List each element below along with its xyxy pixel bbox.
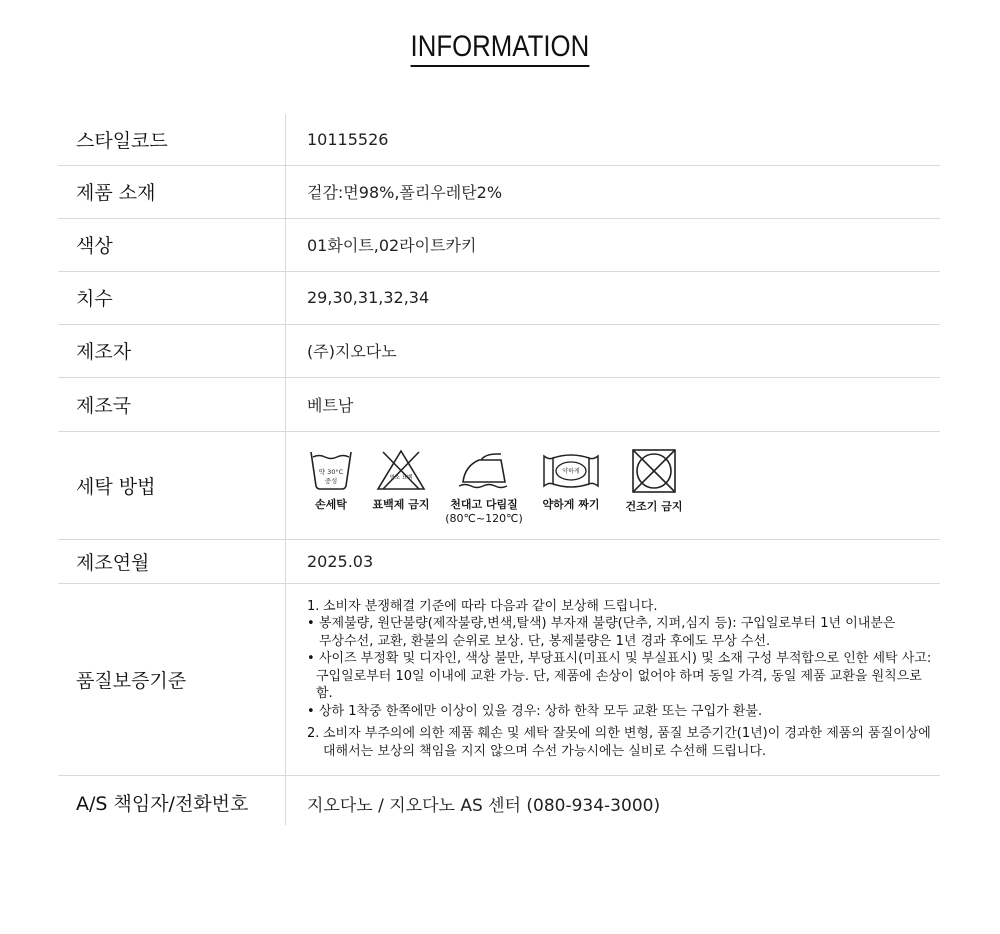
icon-text: 약 30°C xyxy=(318,468,344,476)
bullet-mark: • xyxy=(307,703,315,719)
warranty-text xyxy=(286,583,941,775)
care-item-no-dryer xyxy=(622,448,686,514)
item-number: 2. xyxy=(307,726,320,742)
hand-wash-30c-icon xyxy=(308,448,354,492)
care-caption: 손세탁 xyxy=(315,498,347,511)
care-item-no-bleach xyxy=(372,448,430,512)
row-label: 색상 xyxy=(58,218,286,271)
row-value: 29,30,31,32,34 xyxy=(286,271,941,324)
table-row xyxy=(58,165,940,218)
row-label: A/S 책임자/전화번호 xyxy=(58,775,286,825)
row-label: 제조국 xyxy=(58,377,286,431)
item-line: 대해서는 보상의 책임을 지지 않으며 수선 가능시에는 실비로 수선해 드립니다. xyxy=(323,743,767,759)
row-label: 세탁 방법 xyxy=(58,431,286,539)
row-value: 10115526 xyxy=(286,114,941,165)
care-item-hand-wash xyxy=(307,448,355,512)
bullet-line: 사이즈 부정확 및 디자인, 색상 불만, 부당표시(미표시 및 부실표시) 및 소재 구성 부적합으로 인한 세탁 사고: xyxy=(319,651,932,667)
no-tumble-dry-icon xyxy=(631,448,677,494)
row-label: 제조연월 xyxy=(58,539,286,583)
row-label: 제품 소재 xyxy=(58,165,286,218)
care-item-iron xyxy=(443,448,525,526)
warranty-block xyxy=(307,598,940,761)
care-caption: 약하게 짜기 xyxy=(542,498,600,511)
bullet-line: 무상수선, 교환, 환불의 순위로 보상. 단, 봉제불량은 1년 경과 후에도 무상 수선. xyxy=(319,633,771,649)
care-sub-caption: (80℃~120℃) xyxy=(445,512,523,525)
care-symbol-list xyxy=(307,444,940,526)
row-label: 품질보증기준 xyxy=(58,583,286,775)
gentle-wring-icon xyxy=(541,448,601,492)
care-caption: 천대고 다림질 xyxy=(450,498,518,511)
icon-text: 약하게 xyxy=(562,468,580,475)
care-caption: 표백제 금지 xyxy=(372,498,430,511)
no-bleach-icon xyxy=(374,448,428,492)
row-label: 스타일코드 xyxy=(58,114,286,165)
bullet-mark: • xyxy=(307,616,315,632)
item-line: 소비자 부주의에 의한 제품 훼손 및 세탁 잘못에 의한 변형, 품질 보증기간(1년)이 경과한 제품의 품질이상에 xyxy=(323,726,931,742)
warranty-item-1 xyxy=(307,598,940,616)
row-value: 지오다노 / 지오다노 AS 센터 (080-934-3000) xyxy=(307,795,661,816)
row-value: 겉감:면98%,폴리우레탄2% xyxy=(286,165,941,218)
care-item-wring xyxy=(536,448,606,512)
warranty-item-2 xyxy=(307,725,940,760)
iron-cloth-icon xyxy=(455,448,513,492)
page-title-wrap xyxy=(0,30,1000,67)
table-row xyxy=(58,271,940,324)
table-row xyxy=(58,377,940,431)
row-value: (주)지오다노 xyxy=(286,324,941,377)
icon-text: 염소 표백 xyxy=(389,475,413,481)
table-row xyxy=(58,775,940,825)
row-value: 베트남 xyxy=(286,377,941,431)
bullet-mark: • xyxy=(307,651,315,667)
bullet-line: 봉제불량, 원단불량(제작불량,변색,탈색) 부자재 불량(단추, 지퍼,심지 등): 구입일로부터 1년 이내분은 xyxy=(319,616,896,632)
row-label: 치수 xyxy=(58,271,286,324)
table-row xyxy=(58,218,940,271)
bullet-line: 구입일로부터 10일 이내에 교환 가능. 단, 제품에 손상이 없어야 하며 동일 가격, 동일 제품 교환을 원칙으로 함. xyxy=(316,668,922,702)
warranty-row xyxy=(58,583,940,775)
item-number: 1. xyxy=(307,598,320,614)
warranty-bullet xyxy=(307,703,940,721)
product-info-table xyxy=(58,114,940,825)
care-caption: 건조기 금지 xyxy=(625,500,683,513)
care-row xyxy=(58,431,940,539)
warranty-bullet xyxy=(307,650,940,703)
row-label: 제조자 xyxy=(58,324,286,377)
page-title: INFORMATION xyxy=(411,30,590,67)
row-value: 2025.03 xyxy=(286,539,941,583)
table-row xyxy=(58,539,940,583)
bullet-line: 상하 1착중 한쪽에만 이상이 있을 경우: 상하 한착 모두 교환 또는 구입가 환불. xyxy=(319,703,763,719)
row-value: 01화이트,02라이트카키 xyxy=(286,218,941,271)
icon-text: 중성 xyxy=(324,477,338,485)
warranty-bullet xyxy=(307,615,940,650)
care-icons xyxy=(286,431,941,539)
item-text: 소비자 분쟁해결 기준에 따라 다음과 같이 보상해 드립니다. xyxy=(323,598,658,614)
table-row xyxy=(58,324,940,377)
table-row xyxy=(58,114,940,165)
